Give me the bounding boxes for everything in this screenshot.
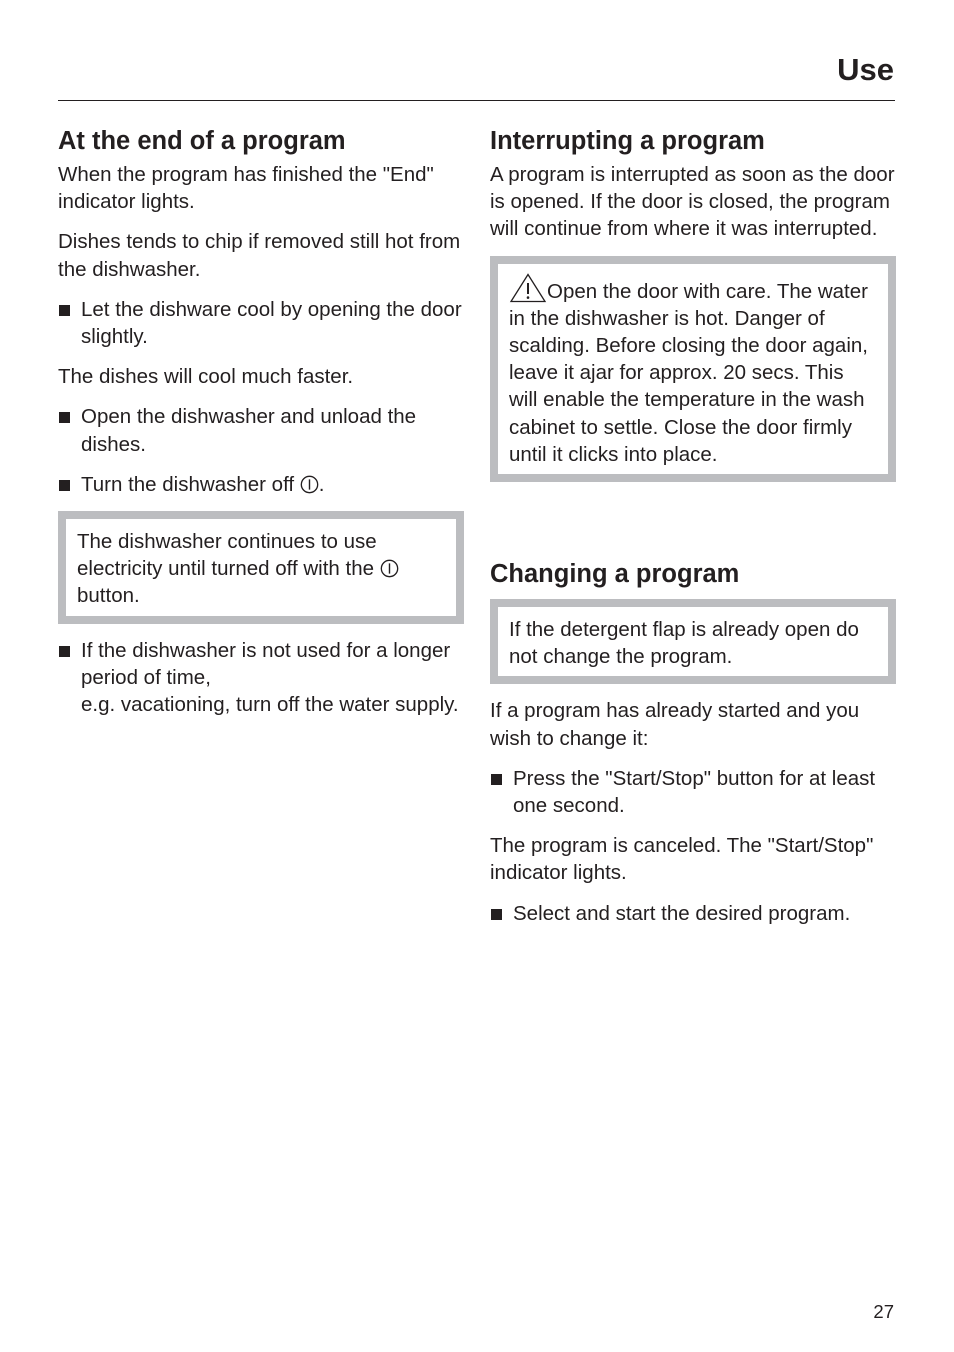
note-box (58, 511, 464, 624)
list-item-text-end: . (318, 472, 325, 496)
list-item-text: e.g. vacationing, turn off the water supply. (81, 693, 459, 717)
left-column (58, 122, 464, 731)
bullet-square-icon (59, 480, 70, 491)
note-text-end: button. (77, 584, 140, 608)
page-title: Use (837, 52, 894, 87)
note-box (490, 599, 896, 684)
section-spacer (490, 495, 896, 555)
list-item-text: Press the "Start/Stop" button for at least one second. (513, 766, 876, 818)
warning-text: Open the door with care. The water in the dishwasher is hot. Danger of scalding. Before closing the door again, leave it ajar for approx. 20 secs. This will enable the temperature in the wash cabinet to settle. Close the door firmly until it clicks into place. (509, 279, 868, 466)
list-item-text: Let the dishware cool by opening the door slightly. (81, 297, 462, 349)
right-column (490, 122, 896, 940)
header-divider (58, 100, 895, 101)
warning-box (490, 256, 896, 482)
power-icon (380, 559, 399, 578)
power-icon (300, 475, 319, 494)
bullet-square-icon (59, 646, 70, 657)
bullet-square-icon (491, 909, 502, 920)
page-number: 27 (873, 1301, 894, 1322)
bullet-square-icon (59, 412, 70, 423)
list-item (58, 637, 464, 719)
note-text: The dishwasher continues to use electricity until turned off with the (77, 530, 377, 581)
bullet-square-icon (59, 305, 70, 316)
list-item-text: Select and start the desired program. (513, 901, 851, 925)
paragraph: The dishes will cool much faster. (58, 365, 354, 389)
list-item (490, 900, 896, 927)
section-heading-interrupting-program: Interrupting a program (490, 127, 765, 155)
list-item-text: Open the dishwasher and unload the dishes. (81, 405, 417, 456)
paragraph: Dishes tends to chip if removed still hot from the dishwasher. (58, 230, 461, 281)
bullet-square-icon (491, 774, 502, 785)
list-item (490, 765, 896, 819)
list-item-text: Turn the dishwasher off (81, 472, 295, 496)
paragraph: If a program has already started and you wish to change it: (490, 699, 860, 750)
section-heading-end-of-program: At the end of a program (58, 127, 346, 155)
paragraph: A program is interrupted as soon as the door is opened. If the door is closed, the program will continue from where it was interrupted. (490, 163, 895, 241)
list-item-text: If the dishwasher is not used for a longer period of time, (81, 638, 451, 689)
paragraph: The program is canceled. The "Start/Stop" indicator lights. (490, 834, 874, 885)
note-text: If the detergent flap is already open do not change the program. (509, 618, 859, 669)
section-heading-changing-program: Changing a program (490, 560, 740, 589)
list-item (58, 296, 464, 350)
paragraph: When the program has finished the "End" indicator lights. (58, 163, 434, 214)
warning-triangle-icon (509, 273, 547, 303)
list-item (58, 471, 464, 498)
list-item (58, 403, 464, 457)
